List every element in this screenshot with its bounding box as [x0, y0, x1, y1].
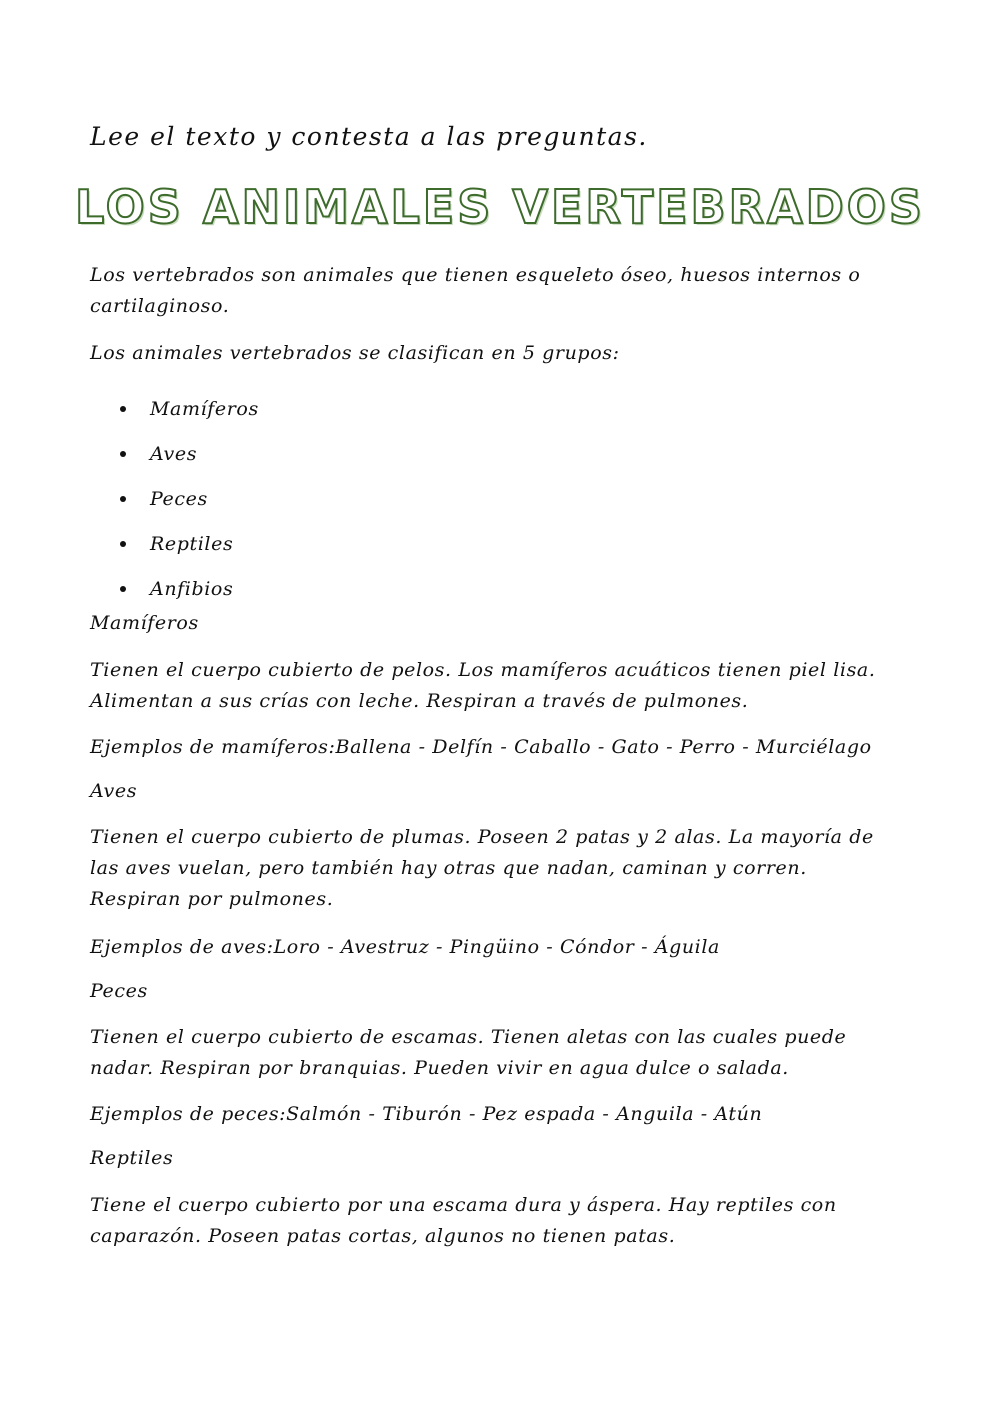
- section-text-peces: Tienen el cuerpo cubierto de escamas. Tienen aletas con las cuales puede nadar. Respiran por branquias. Pueden vivir en agua dulce o salada.: [90, 1026, 847, 1079]
- list-item-label: Peces: [150, 487, 208, 510]
- list-item: [120, 431, 259, 476]
- intro-paragraph: Los vertebrados son animales que tienen esqueleto óseo, huesos internos o cartilaginoso.: [90, 264, 861, 317]
- bullet-icon: [120, 406, 126, 412]
- bullet-icon: [120, 451, 126, 457]
- list-item: [120, 386, 259, 431]
- section-examples-peces: Ejemplos de peces:Salmón - Tiburón - Pez espada - Anguila - Atún: [90, 1103, 763, 1125]
- list-item: [120, 566, 259, 611]
- section-examples-mamiferos: Ejemplos de mamíferos:Ballena - Delfín - Caballo - Gato - Perro - Murciélago: [90, 736, 872, 758]
- section-examples-aves: Ejemplos de aves:Loro - Avestruz - Pingüino - Cóndor - Águila: [90, 936, 720, 958]
- bullet-icon: [120, 541, 126, 547]
- section-heading-reptiles: Reptiles: [90, 1147, 174, 1169]
- list-item-label: Aves: [150, 442, 198, 465]
- classification-paragraph: Los animales vertebrados se clasifican en 5 grupos:: [90, 342, 620, 364]
- page-title: LOS ANIMALES VERTEBRADOS: [74, 180, 926, 234]
- groups-list: [120, 386, 259, 611]
- list-item-label: Reptiles: [150, 532, 234, 555]
- section-heading-mamiferos: Mamíferos: [90, 612, 199, 634]
- list-item: [120, 521, 259, 566]
- section-text-mamiferos: Tienen el cuerpo cubierto de pelos. Los mamíferos acuáticos tienen piel lisa. Alimentan a sus crías con leche. Respiran a través de pulmones.: [90, 659, 876, 712]
- bullet-icon: [120, 586, 126, 592]
- bullet-icon: [120, 496, 126, 502]
- instruction-text: Lee el texto y contesta a las preguntas.: [90, 122, 648, 151]
- list-item: [120, 476, 259, 521]
- list-item-label: Anfibios: [150, 577, 234, 600]
- section-text-reptiles: Tiene el cuerpo cubierto por una escama dura y áspera. Hay reptiles con caparazón. Poseen patas cortas, algunos no tienen patas.: [90, 1194, 837, 1247]
- section-heading-peces: Peces: [90, 980, 148, 1002]
- section-heading-aves: Aves: [90, 780, 138, 802]
- section-text-aves: Tienen el cuerpo cubierto de plumas. Poseen 2 patas y 2 alas. La mayoría de las aves vuelan, pero también hay otras que nadan, caminan y corren. Respiran por pulmones.: [90, 826, 874, 910]
- list-item-label: Mamíferos: [150, 397, 259, 420]
